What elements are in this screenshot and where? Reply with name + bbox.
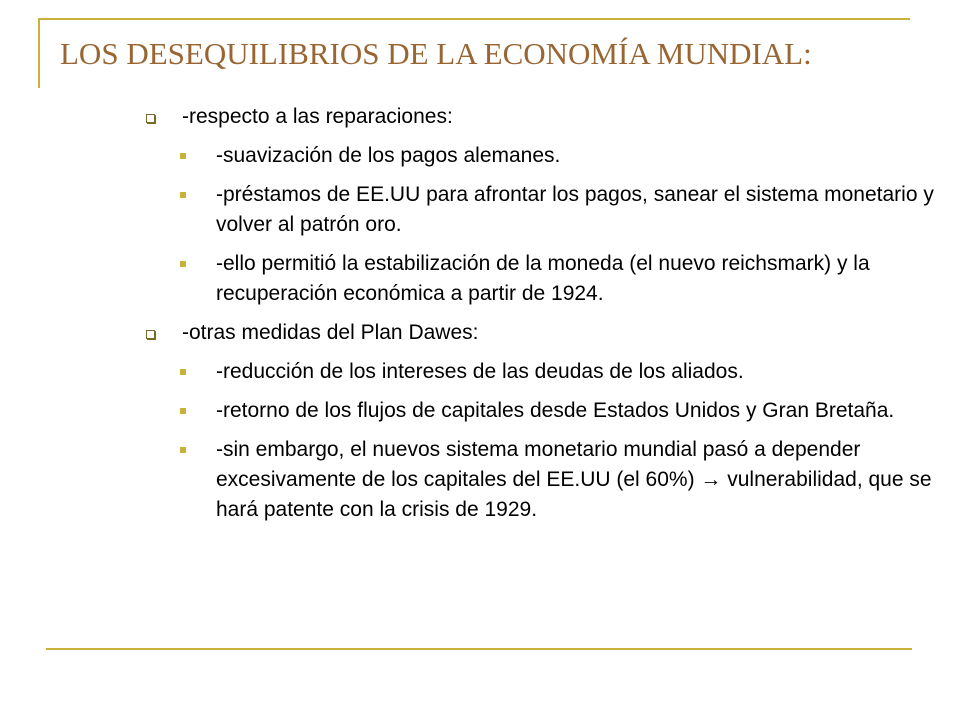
list-item (180, 396, 936, 426)
square-bullet-icon (180, 153, 186, 159)
list-item-text: -retorno de los flujos de capitales desde Estados Unidos y Gran Bretaña. (216, 399, 895, 422)
list-item (180, 357, 936, 387)
slide-body (146, 102, 936, 534)
square-bullet-icon (180, 369, 186, 375)
slide-title: LOS DESEQUILIBRIOS DE LA ECONOMÍA MUNDIAL: (60, 36, 812, 71)
box-bullet-icon (146, 330, 155, 339)
list-item-text: -suavización de los pagos alemanes. (216, 144, 561, 167)
list-item-text: -ello permitió la estabilización de la moneda (el nuevo reichsmark) y la recuperación económica a partir de 1924. (216, 252, 870, 305)
square-bullet-icon (180, 408, 186, 414)
section-heading-reparaciones (146, 102, 936, 132)
list-item-text: -sin embargo, el nuevos sistema monetario mundial pasó a depender excesivamente de los capitales del EE.UU (el 60%) → vulnerabilidad, que se hará patente con la crisis de 1929. (216, 438, 932, 521)
left-divider (38, 18, 40, 88)
box-bullet-icon (146, 114, 155, 123)
square-bullet-icon (180, 447, 186, 453)
list-item (180, 435, 936, 525)
list-item-text: -préstamos de EE.UU para afrontar los pagos, sanear el sistema monetario y volver al patrón oro. (216, 183, 934, 236)
bottom-divider (46, 648, 912, 650)
square-bullet-icon (180, 192, 186, 198)
square-bullet-icon (180, 261, 186, 267)
section-heading-plan-dawes (146, 318, 936, 348)
top-divider (38, 18, 910, 20)
list-item-text: -reducción de los intereses de las deudas de los aliados. (216, 360, 744, 383)
section-heading-text: -respecto a las reparaciones: (182, 105, 453, 128)
list-item (180, 180, 936, 240)
list-item (180, 141, 936, 171)
section-heading-text: -otras medidas del Plan Dawes: (182, 321, 479, 344)
list-item (180, 249, 936, 309)
